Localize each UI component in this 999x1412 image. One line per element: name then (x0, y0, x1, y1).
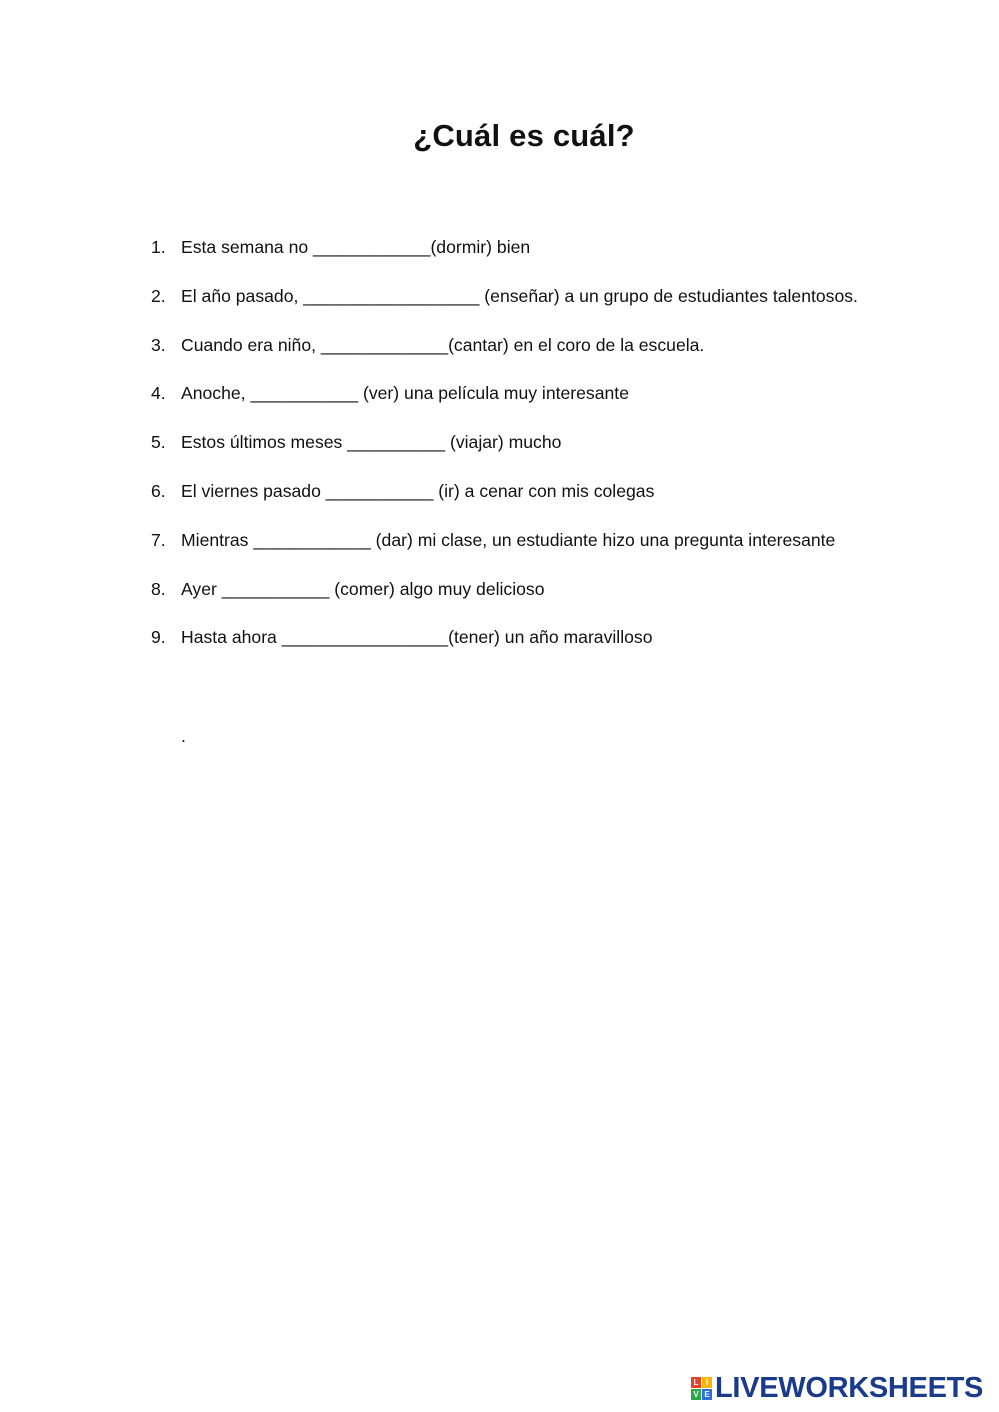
item-text-before: Esta semana no (181, 237, 314, 257)
item-number: 1. (151, 237, 166, 257)
exercise-item-1 (151, 235, 858, 284)
answer-blank[interactable]: ____________ (313, 237, 431, 257)
item-number: 5. (151, 432, 166, 453)
item-text-before: Ayer (181, 578, 222, 599)
logo-cell-e: E (702, 1389, 712, 1400)
answer-blank[interactable]: ____________ (253, 529, 371, 550)
answer-blank[interactable]: ___________ (325, 480, 434, 501)
exercise-item-4 (151, 381, 858, 430)
worksheet-title: ¿Cuál es cuál? (413, 118, 635, 153)
item-number: 4. (151, 383, 166, 404)
item-text-before: Cuando era niño, (181, 334, 321, 355)
item-text-after: (enseñar) a un grupo de estudiantes talentosos. (479, 285, 858, 306)
item-text-after: (ir) a cenar con mis colegas (433, 480, 655, 501)
exercise-list (151, 235, 858, 674)
exercise-item-7 (151, 528, 858, 577)
exercise-item-3 (151, 333, 858, 382)
item-text-after: (comer) algo muy delicioso (329, 578, 545, 599)
item-number: 2. (151, 285, 166, 306)
exercise-item-6 (151, 479, 858, 528)
item-text-after: (ver) una película muy interesante (358, 383, 629, 404)
item-text-after: (dormir) bien (430, 237, 531, 257)
item-text-after: (dar) mi clase, un estudiante hizo una pregunta interesante (370, 529, 836, 550)
item-text-before: El viernes pasado (181, 480, 326, 501)
item-number: 7. (151, 529, 166, 550)
item-text-after: (viajar) mucho (445, 432, 562, 453)
liveworksheets-logo-icon (691, 1377, 712, 1400)
answer-blank[interactable]: _________________ (281, 627, 449, 648)
item-text-after: (cantar) en el coro de la escuela. (448, 334, 705, 355)
item-text-before: Mientras (181, 529, 254, 550)
answer-blank[interactable]: __________ (347, 432, 446, 453)
exercise-item-5 (151, 430, 858, 479)
logo-cell-i: I (702, 1377, 712, 1388)
liveworksheets-logo[interactable] (691, 1372, 983, 1404)
item-text-after: (tener) un año maravilloso (448, 627, 653, 648)
item-number: 9. (151, 627, 166, 648)
stray-period: . (181, 726, 186, 746)
answer-blank[interactable]: ___________ (221, 578, 330, 599)
answer-blank[interactable]: ___________ (250, 383, 359, 404)
item-number: 8. (151, 578, 166, 599)
item-number: 3. (151, 334, 166, 355)
exercise-item-2 (151, 284, 858, 333)
answer-blank[interactable]: __________________ (303, 285, 480, 306)
logo-cell-v: V (691, 1389, 701, 1400)
item-text-before: Anoche, (181, 383, 251, 404)
item-text-before: El año pasado, (181, 285, 304, 306)
logo-text: LIVEWORKSHEETS (715, 1371, 984, 1404)
exercise-item-8 (151, 577, 858, 626)
logo-cell-l: L (691, 1377, 701, 1388)
exercise-item-9 (151, 625, 858, 674)
item-text-before: Hasta ahora (181, 627, 282, 648)
answer-blank[interactable]: _____________ (320, 334, 449, 355)
item-number: 6. (151, 480, 166, 501)
item-text-before: Estos últimos meses (181, 432, 348, 453)
